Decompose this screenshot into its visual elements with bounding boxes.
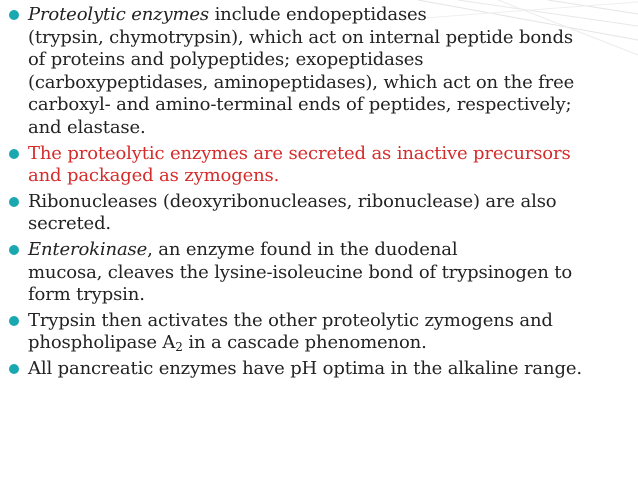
term-enterokinase: Enterokinase bbox=[28, 238, 148, 260]
bullet-dot-icon bbox=[9, 10, 19, 20]
bullet-list bbox=[9, 4, 634, 384]
bullet-item-enterokinase: Enterokinase, an enzyme found in the duodenal mucosa, cleaves the lysine-isoleucine bond of trypsinogen to form trypsin. bbox=[9, 239, 634, 307]
bullet-dot-icon bbox=[9, 197, 19, 207]
bullet-dot-icon bbox=[9, 364, 19, 374]
bullet-dot-icon bbox=[9, 149, 19, 159]
bullet-dot-icon bbox=[9, 316, 19, 326]
bullet-item-ribonucleases: Ribonucleases (deoxyribonucleases, ribonuclease) are also secreted. bbox=[9, 191, 634, 236]
bullet-item-zymogens: The proteolytic enzymes are secreted as inactive precursors and packaged as zymogens. bbox=[9, 143, 634, 188]
bullet-dot-icon bbox=[9, 245, 19, 255]
term-proteolytic-enzymes: Proteolytic enzymes bbox=[28, 4, 209, 25]
bullet-item-trypsin-activation: Trypsin then activates the other proteolytic zymogens and phospholipase $A_2$ in a cascade phenomenon. bbox=[9, 310, 634, 355]
bullet-item-ph-optima: All pancreatic enzymes have pH optima in the alkaline range. bbox=[9, 358, 634, 381]
bullet-item-proteolytic-enzymes: Proteolytic enzymes include endopeptidases (trypsin, chymotrypsin), which act on internal peptide bonds of proteins and polypeptides; exopeptidases (carboxypeptidases, aminopeptidases), which act on the free carboxyl- and amino-terminal ends of peptides, respectively; and elastase. bbox=[9, 4, 634, 140]
